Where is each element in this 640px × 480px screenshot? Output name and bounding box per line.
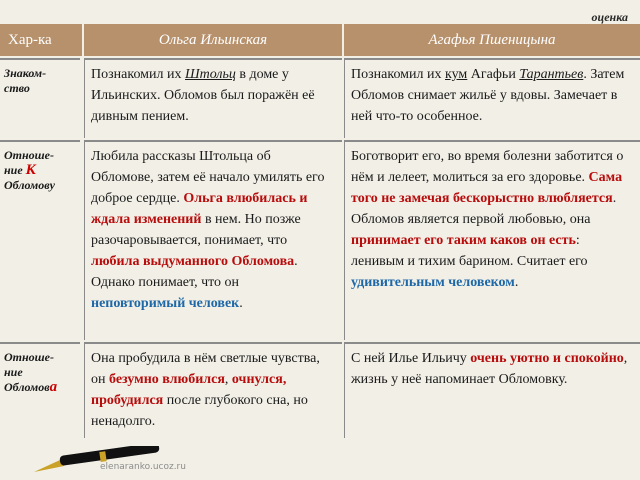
cell-text-segment: , [224, 372, 232, 387]
cell-text-segment: Познакомил их [351, 67, 446, 82]
header-characteristic: Хар-ка [0, 24, 82, 56]
cell-text-segment: умилять его [253, 170, 325, 185]
cell-text-segment: . [514, 275, 519, 290]
row-label-acquaintance: Знаком- ство [0, 58, 80, 138]
cell-text-segment: Обломов снимает жильё у вдовы [351, 88, 547, 103]
cell-text-segment: удивительным человеком [351, 275, 515, 290]
header-olga: Ольга Ильинская [84, 24, 342, 56]
corner-label: оценка [591, 10, 628, 24]
cell-text-segment: разочаровывается [91, 233, 198, 248]
cell-text-segment: принимает его таким каков он есть [351, 233, 576, 248]
row-label-attitude-of-oblomov: Отноше- ние Обломова [0, 342, 80, 438]
cell-text-segment: напоминает Обломовку [425, 372, 564, 387]
cell-text-segment: . Обломов является [351, 191, 617, 227]
cell-text-segment: . Замечает в ней [351, 88, 618, 124]
cell-text-segment: Она пробудила [91, 351, 184, 366]
cell-text-segment: безумно влюбился [109, 372, 225, 387]
cell-text-segment: Ольга влюбилась и ждала изменений [91, 191, 308, 227]
cell-text-segment: Боготворит [351, 149, 419, 164]
cell-text-segment: Агафьи [467, 67, 520, 82]
cell-text-segment: Познакомил их [91, 67, 186, 82]
cell-text-segment: . [185, 109, 189, 124]
cell-olga-oblomov-attitude [84, 342, 342, 438]
cell-agafya-acquaintance [344, 58, 640, 138]
cell-text-segment: в доме у Ильинских [91, 67, 289, 103]
cell-text-segment: . [151, 414, 156, 429]
header-agafya: Агафья Пшеницына [344, 24, 640, 56]
cell-olga-attitude [84, 140, 342, 340]
cell-text-segment: кум [445, 67, 468, 82]
cell-olga-acquaintance [84, 58, 342, 138]
row-label-attitude-to-oblomov: Отноше- ние К Обломову [0, 140, 80, 340]
cell-text-segment: доброе сердце. [91, 191, 184, 206]
cell-text-segment: что-то особенное [375, 109, 479, 124]
cell-agafya-attitude [344, 140, 640, 340]
cell-text-segment: очнулся, пробудился [91, 372, 287, 408]
cell-text-segment: первой любовью [462, 212, 563, 227]
cell-text-segment: здоровье. [525, 170, 589, 185]
cell-text-segment: поражён её дивным пением [91, 88, 315, 124]
cell-text-segment: . [563, 372, 568, 387]
cell-text-segment: Любила [91, 149, 143, 164]
cell-text-segment: любила выдуманного Обломова [91, 254, 295, 269]
cell-text-segment: . [239, 296, 243, 311]
cell-text-segment: . Обломов был [156, 88, 248, 103]
cell-text-segment: , понимает, что [197, 233, 288, 248]
cell-text-segment: . Однако понимает, что он [91, 254, 298, 290]
cell-text-segment: Тарантьев [519, 67, 584, 82]
cell-text-segment: . [478, 109, 483, 124]
site-watermark: elenaranko.ucoz.ru [100, 462, 186, 472]
cell-text-segment: в нем. Но позже [201, 212, 301, 227]
cell-text-segment: , затем её начало [150, 170, 254, 185]
cell-text-segment: рассказы Штольца об Обломове [91, 149, 271, 185]
cell-text-segment: . Затем [583, 67, 625, 82]
cell-text-segment: : ленивым и тихим барином. Считает его [351, 233, 588, 269]
cell-text-segment: С ней Илье Ильичу [351, 351, 471, 366]
cell-text-segment: после глубокого сна, но [163, 393, 308, 408]
cell-text-segment: неповторимый человек [91, 296, 240, 311]
cell-text-segment: Штольц [185, 67, 236, 82]
cell-text-segment: молиться за его [432, 170, 526, 185]
cell-text-segment: Сама того не замечая бескорыстно влюбляется [351, 170, 623, 206]
cell-text-segment: , он [91, 351, 320, 387]
cell-text-segment: ненадолго [91, 414, 152, 429]
cell-text-segment: и лелеет, [373, 170, 433, 185]
cell-text-segment: , жизнь у неё [351, 351, 628, 387]
cell-text-segment: в нём светлые чувства [183, 351, 317, 366]
cell-text-segment: заботится о нём [351, 149, 624, 185]
cell-text-segment: , она [562, 212, 591, 227]
cell-text-segment: очень уютно и спокойно [470, 351, 624, 366]
cell-agafya-oblomov-attitude [344, 342, 640, 438]
cell-text-segment: его, во время болезни [418, 149, 555, 164]
